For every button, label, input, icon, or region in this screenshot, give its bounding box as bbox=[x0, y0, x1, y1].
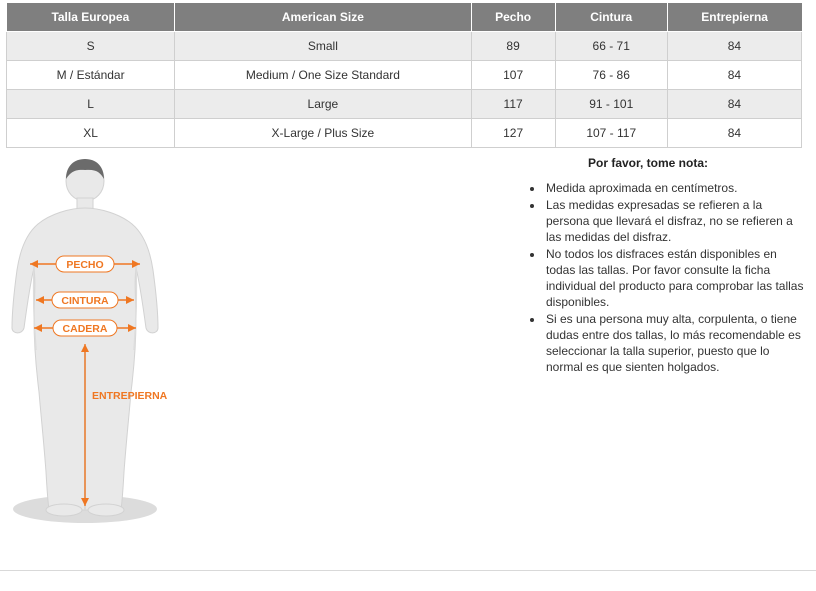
cell-entrepierna: 84 bbox=[667, 61, 801, 90]
table-row bbox=[7, 90, 802, 119]
cell-american-size: Medium / One Size Standard bbox=[175, 61, 471, 90]
cell-american-size: X-Large / Plus Size bbox=[175, 119, 471, 148]
figure-svg bbox=[0, 154, 480, 554]
table-header-row bbox=[7, 3, 802, 32]
cell-american-size: Large bbox=[175, 90, 471, 119]
cell-cintura: 107 - 117 bbox=[555, 119, 667, 148]
notes-title: Por favor, tome nota: bbox=[587, 156, 709, 170]
cell-talla-europea: S bbox=[7, 32, 175, 61]
size-table bbox=[6, 3, 802, 148]
list-item: • No todos los disfraces están disponibles en todas las tallas. Por favor consulte la ficha individual del producto para comprobar las tallas disponibles. bbox=[544, 246, 808, 310]
cell-pecho: 107 bbox=[471, 61, 555, 90]
cell-entrepierna: 84 bbox=[667, 90, 801, 119]
waist-label: CINTURA bbox=[61, 295, 109, 307]
list-item: • Si es una persona muy alta, corpulenta, o tiene dudas entre dos tallas, lo más recomendable es seleccionar la talla superior, puesto que lo normal es que sienten holgados. bbox=[544, 311, 808, 375]
cell-cintura: 76 - 86 bbox=[555, 61, 667, 90]
chest-label: PECHO bbox=[66, 259, 104, 271]
cell-talla-europea: M / Estándar bbox=[7, 61, 175, 90]
table-row bbox=[7, 61, 802, 90]
notes-panel bbox=[478, 154, 808, 376]
lower-section bbox=[0, 154, 816, 564]
cell-cintura: 91 - 101 bbox=[555, 90, 667, 119]
cell-pecho: 117 bbox=[471, 90, 555, 119]
cell-pecho: 89 bbox=[471, 32, 555, 61]
hip-label: CADERA bbox=[62, 323, 108, 335]
table-row bbox=[7, 119, 802, 148]
cell-entrepierna: 84 bbox=[667, 32, 801, 61]
list-item: • Medida aproximada en centímetros. bbox=[544, 180, 808, 196]
column-header-american-size: American Size bbox=[175, 3, 471, 32]
column-header-entrepierna: Entrepierna bbox=[667, 3, 801, 32]
cell-talla-europea: XL bbox=[7, 119, 175, 148]
column-header-cintura: Cintura bbox=[555, 3, 667, 32]
footer-divider bbox=[0, 570, 816, 571]
table-row bbox=[7, 32, 802, 61]
cell-cintura: 66 - 71 bbox=[555, 32, 667, 61]
column-header-pecho: Pecho bbox=[471, 3, 555, 32]
inseam-label: ENTREPIERNA bbox=[92, 390, 168, 402]
notes-list bbox=[478, 180, 808, 375]
column-header-talla-europea: Talla Europea bbox=[7, 3, 175, 32]
cell-talla-europea: L bbox=[7, 90, 175, 119]
list-item: • Las medidas expresadas se refieren a la persona que llevará el disfraz, no se refieren a las medidas del disfraz. bbox=[544, 197, 808, 245]
size-chart-page bbox=[0, 3, 816, 591]
cell-american-size: Small bbox=[175, 32, 471, 61]
cell-pecho: 127 bbox=[471, 119, 555, 148]
body-measurement-figure bbox=[0, 154, 480, 554]
cell-entrepierna: 84 bbox=[667, 119, 801, 148]
